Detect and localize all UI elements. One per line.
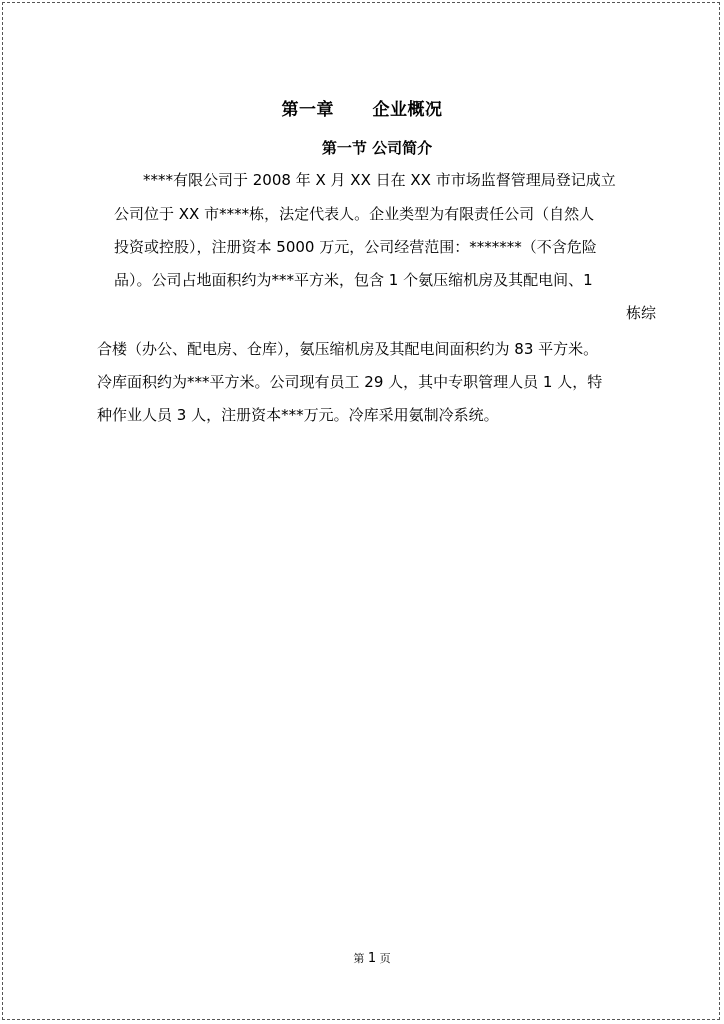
page-footer [0, 950, 724, 966]
paragraph-line: 栋综 [625, 304, 656, 322]
paragraph-line: 公司位于 XX 市****栋，法定代表人。企业类型为有限责任公司（自然人 [114, 205, 595, 223]
paragraph-line: ****有限公司于 2008 年 X 月 XX 日在 XX 市市场监督管理局登记成立 [143, 171, 616, 189]
footer-suffix: 页 [379, 952, 391, 965]
footer-prefix: 第 [353, 952, 365, 965]
paragraph-line: 种作业人员 3 人，注册资本***万元。冷库采用氨制冷系统。 [97, 406, 499, 424]
page-number: 1 [367, 951, 377, 966]
section-title: 第一节 公司简介 [321, 139, 433, 157]
paragraph-line: 品）。公司占地面积约为***平方米，包含 1 个氨压缩机房及其配电间、1 [114, 271, 593, 289]
paragraph-line: 冷库面积约为***平方米。公司现有员工 29 人，其中专职管理人员 1 人，特 [97, 373, 603, 391]
paragraph-line: 投资或控股），注册资本 5000 万元，公司经营范围：*******（不含危险 [114, 238, 597, 256]
chapter-title: 第一章 企业概况 [281, 100, 443, 120]
paragraph-line: 合楼（办公、配电房、仓库），氨压缩机房及其配电间面积约为 83 平方米。 [97, 340, 599, 358]
